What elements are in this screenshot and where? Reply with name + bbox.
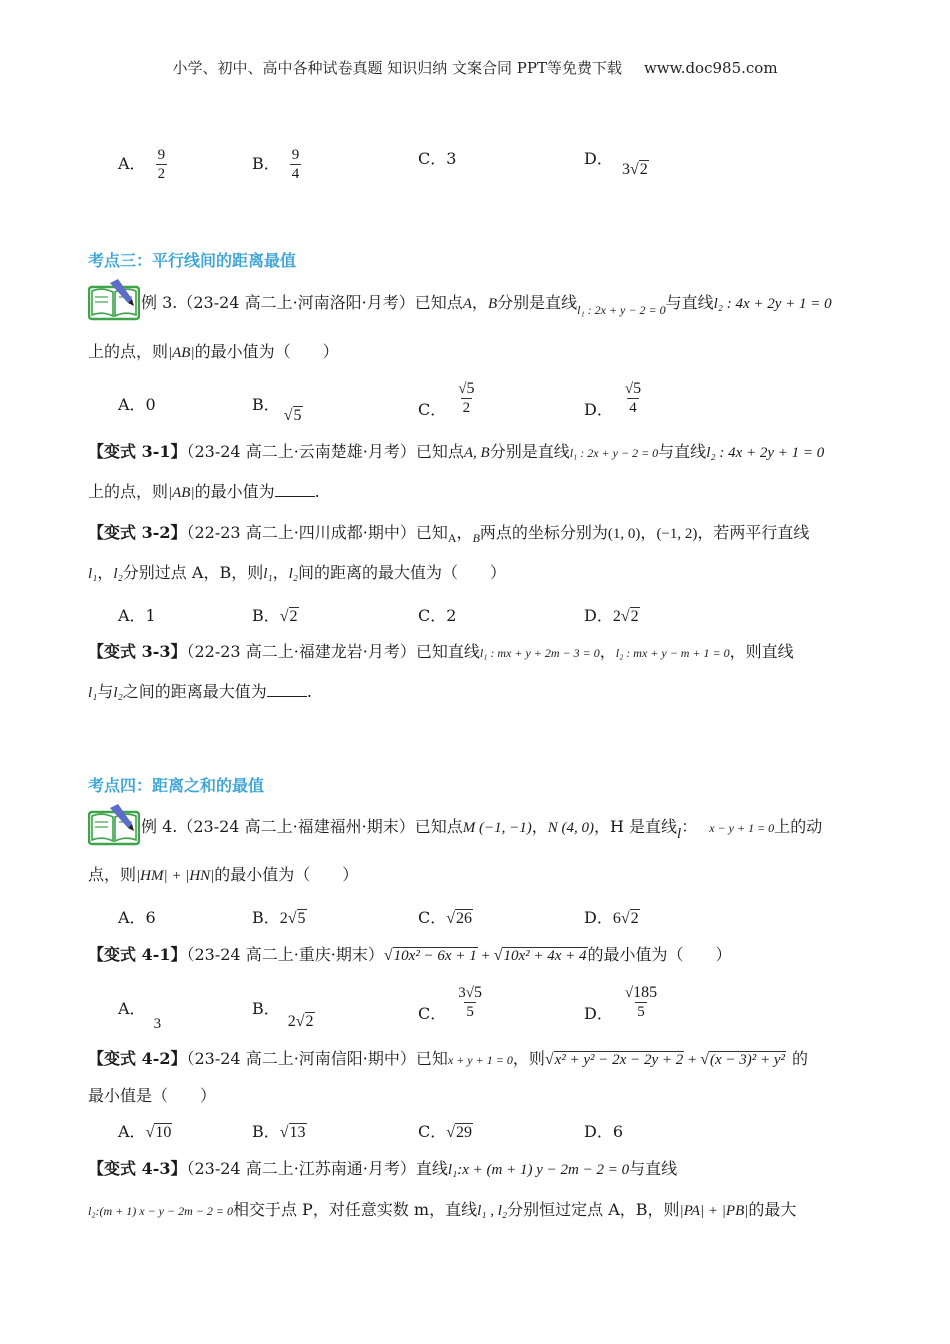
v42-option-c[interactable]: C．√29 bbox=[418, 1122, 473, 1141]
ex4-option-c[interactable]: C．√26 bbox=[418, 908, 473, 927]
v41-option-b[interactable]: B．2√2 bbox=[252, 999, 314, 1030]
prev-option-a[interactable]: A． $\frac{9}{2}$ bbox=[118, 147, 166, 182]
answer-blank[interactable] bbox=[267, 682, 307, 697]
section-3-title: 考点三：平行线间的距离最值 bbox=[88, 251, 297, 270]
ex3-option-c[interactable]: C． $\frac{√5}{2}$ bbox=[418, 380, 475, 419]
variant-4-2-line-1: 【变式 4-2】（23-24 高二上·河南信阳·期中）已知x + y + 1 = 0，则√x² + y² − 2x − 2y + 2 + √(x − 3)² + y² 的 bbox=[88, 1049, 809, 1068]
variant-4-3-line-2: l₂:(m + 1) x − y − 2m − 2 = 0相交于点 P，对任意实数 m，直线l₁ , l₂分别恒过定点 A，B，则|PA| + |PB|的最大 bbox=[88, 1200, 797, 1219]
ex3-option-a[interactable]: A．0 bbox=[118, 395, 156, 414]
variant-4-2-line-2: 最小值是（ ） bbox=[88, 1086, 217, 1105]
v41-option-c[interactable]: C． $\frac{3√5}{5}$ bbox=[418, 984, 482, 1023]
v32-option-d[interactable]: D．2√2 bbox=[584, 606, 639, 625]
variant-4-1-line-1: 【变式 4-1】（23-24 高二上·重庆·期末）√10x² − 6x + 1 + √10x² + 4x + 4的最小值为（ ） bbox=[88, 945, 732, 964]
v41-option-d[interactable]: D． $\frac{√185}{5}$ bbox=[584, 984, 658, 1023]
v42-option-a[interactable]: A．√10 bbox=[118, 1122, 172, 1141]
prev-option-c[interactable]: C．3 bbox=[418, 149, 457, 168]
v32-option-a[interactable]: A．1 bbox=[118, 606, 156, 625]
v32-option-c[interactable]: C．2 bbox=[418, 606, 457, 625]
variant-3-3-line-1: 【变式 3-3】（22-23 高二上·福建龙岩·月考）已知直线l₁ : mx + y + 2m − 3 = 0，l₂ : mx + y − m + 1 = 0，则直线 bbox=[88, 642, 794, 661]
section-4-title: 考点四：距离之和的最值 bbox=[88, 776, 265, 795]
answer-blank[interactable] bbox=[275, 482, 315, 497]
prev-option-b[interactable]: B． $\frac{9}{4}$ bbox=[252, 147, 300, 182]
variant-3-1-line-1: 【变式 3-1】（23-24 高二上·云南楚雄·月考）已知点A, B分别是直线l₁ : 2x + y − 2 = 0与直线l₂ : 4x + 2y + 1 = 0 bbox=[88, 442, 825, 461]
header-url[interactable]: www.doc985.com bbox=[643, 59, 778, 77]
variant-3-3-line-2: l₁与l₂之间的距离最大值为 . bbox=[88, 682, 312, 701]
page-header bbox=[0, 57, 950, 78]
variant-3-2-line-2: l₁，l₂分别过点 A，B，则l₁，l₂间的距离的最大值为（ ） bbox=[88, 563, 507, 582]
v42-option-b[interactable]: B．√13 bbox=[252, 1122, 306, 1141]
example-3-line-1: 例 3.（23-24 高二上·河南洛阳·月考）已知点A，B分别是直线$_{l_1 : 2x + y - 2 = 0}$与直线l₂ : 4x + 2y + 1 = 0 bbox=[141, 293, 832, 317]
prev-option-d[interactable]: D． 3√2 bbox=[584, 149, 648, 178]
ex4-option-b[interactable]: B．2√5 bbox=[252, 908, 306, 927]
v32-option-b[interactable]: B．√2 bbox=[252, 606, 298, 625]
v41-option-a[interactable]: A．3 bbox=[118, 999, 162, 1032]
example-3-line-2: 上的点，则|AB|的最小值为（ ） bbox=[88, 342, 339, 361]
variant-4-3-line-1: 【变式 4-3】（23-24 高二上·江苏南通·月考）直线l₁:x + (m + 1) y − 2m − 2 = 0与直线 bbox=[88, 1159, 678, 1178]
header-text: 小学、初中、高中各种试卷真题 知识归纳 文案合同 PPT等免费下载 bbox=[172, 59, 622, 77]
v42-option-d[interactable]: D．6 bbox=[584, 1122, 624, 1141]
ex4-option-d[interactable]: D．6√2 bbox=[584, 908, 639, 927]
ex3-option-d[interactable]: D． $\frac{√5}{4}$ bbox=[584, 380, 642, 419]
ex4-option-a[interactable]: A．6 bbox=[118, 908, 156, 927]
example-4-line-1: 例 4.（23-24 高二上·福建福州·期末）已知点M (−1, −1)，N (4, 0)，H 是直线l： x − y + 1 = 0上的动 bbox=[141, 817, 823, 842]
book-pencil-icon bbox=[88, 279, 140, 321]
example-4-line-2: 点，则|HM| + |HN|的最小值为（ ） bbox=[88, 865, 359, 884]
variant-3-2-line-1: 【变式 3-2】（22-23 高二上·四川成都·期中）已知$_A$，$_B$两点的坐标分别为(1, 0)，(−1, 2)，若两平行直线 bbox=[88, 523, 810, 545]
book-pencil-icon bbox=[88, 804, 140, 846]
ex3-option-b[interactable]: B．√5 bbox=[252, 395, 302, 424]
variant-3-1-line-2: 上的点，则|AB|的最小值为 . bbox=[88, 482, 320, 501]
